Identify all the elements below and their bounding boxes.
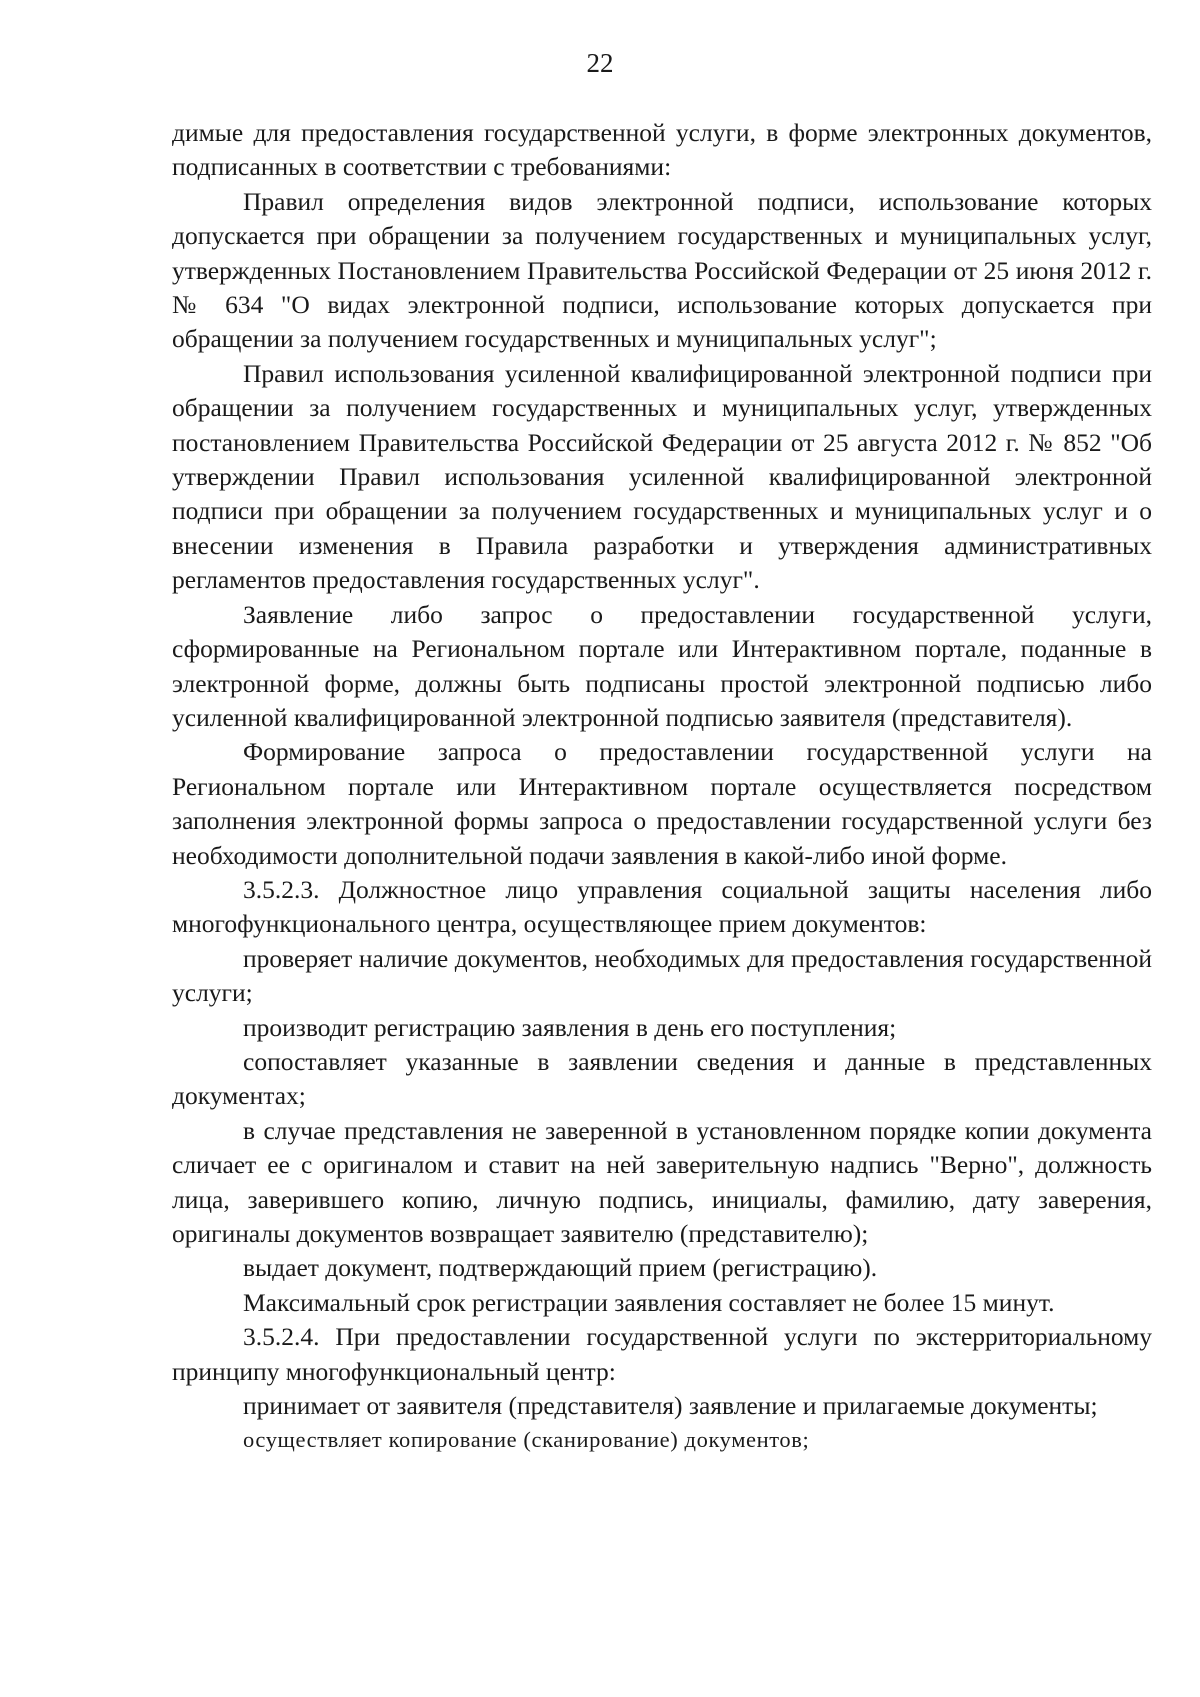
paragraph-scans-documents: осуществляет копирование (сканирование) документов; — [243, 1427, 810, 1453]
paragraph-3-5-2-3: 3.5.2.3. Должностное лицо управления социальной защиты населения либо многофункционального центра, осуществляющее прием документов: — [172, 874, 1152, 939]
paragraph-copy-verification: в случае представления не заверенной в установленном порядке копии документа сличает ее с оригиналом и ставит на ней заверительную надпись "Верно", должность лица, заверившего копию, личную подпись, инициалы, фамилию, дату заверения, оригиналы документов возвращает заявителю (представителю); — [172, 1115, 1152, 1248]
paragraph-checks-documents: проверяет наличие документов, необходимых для предоставления государственной услуги; — [172, 943, 1152, 1008]
paragraph-rule-852: Правил использования усиленной квалифицированной электронной подписи при обращении за получением государственных и муниципальных услуг, утвержденных постановлением Правительства Российской Федерации от 25 августа 2012 г. № 852 "Об утверждении Правил использования усиленной квалифицированной электронной подписи при обращении за получением государственных и муниципальных услуг и о внесении изменения в Правила разработки и утверждения административных регламентов предоставления государственных услуг". — [172, 358, 1152, 595]
paragraph-issues-receipt: выдает документ, подтверждающий прием (регистрацию). — [243, 1253, 878, 1283]
paragraph-registers-application: производит регистрацию заявления в день его поступления; — [243, 1012, 897, 1042]
paragraph-max-registration-time: Максимальный срок регистрации заявления составляет не более 15 минут. — [243, 1287, 1055, 1317]
paragraph-compares-data: сопоставляет указанные в заявлении сведения и данные в представленных документах; — [172, 1046, 1152, 1111]
paragraph-rule-634: Правил определения видов электронной подписи, использование которых допускается при обращении за получением государственных и муниципальных услуг, утвержденных Постановлением Правительства Российской Федерации от 25 июня 2012 г. № 634 "О видах электронной подписи, использование которых допускается при обращении за получением государственных и муниципальных услуг"; — [172, 186, 1152, 354]
paragraph-3-5-2-4: 3.5.2.4. При предоставлении государственной услуги по экстерриториальному принципу многофункциональный центр: — [172, 1322, 1152, 1386]
paragraph-continuation: димые для предоставления государственной услуги, в форме электронных документов, подписанных в соответствии с требованиями: — [172, 118, 1152, 182]
paragraph-accepts-documents: принимает от заявителя (представителя) заявление и прилагаемые документы; — [243, 1391, 1098, 1421]
page-number: 22 — [586, 48, 614, 78]
paragraph-application-signature: Заявление либо запрос о предоставлении государственной услуги, сформированные на Региональном портале или Интерактивном портале, поданные в электронной форме, должны быть подписаны простой электронной подписью либо усиленной квалифицированной электронной подписью заявителя (представителя). — [172, 599, 1152, 732]
body-text — [172, 116, 1152, 1458]
paragraph-request-forming: Формирование запроса о предоставлении государственной услуги на Региональном портале или Интерактивном портале осуществляется посредством заполнения электронной формы запроса о предоставлении государственной услуги без необходимости дополнительной подачи заявления в какой-либо иной форме. — [172, 737, 1152, 870]
